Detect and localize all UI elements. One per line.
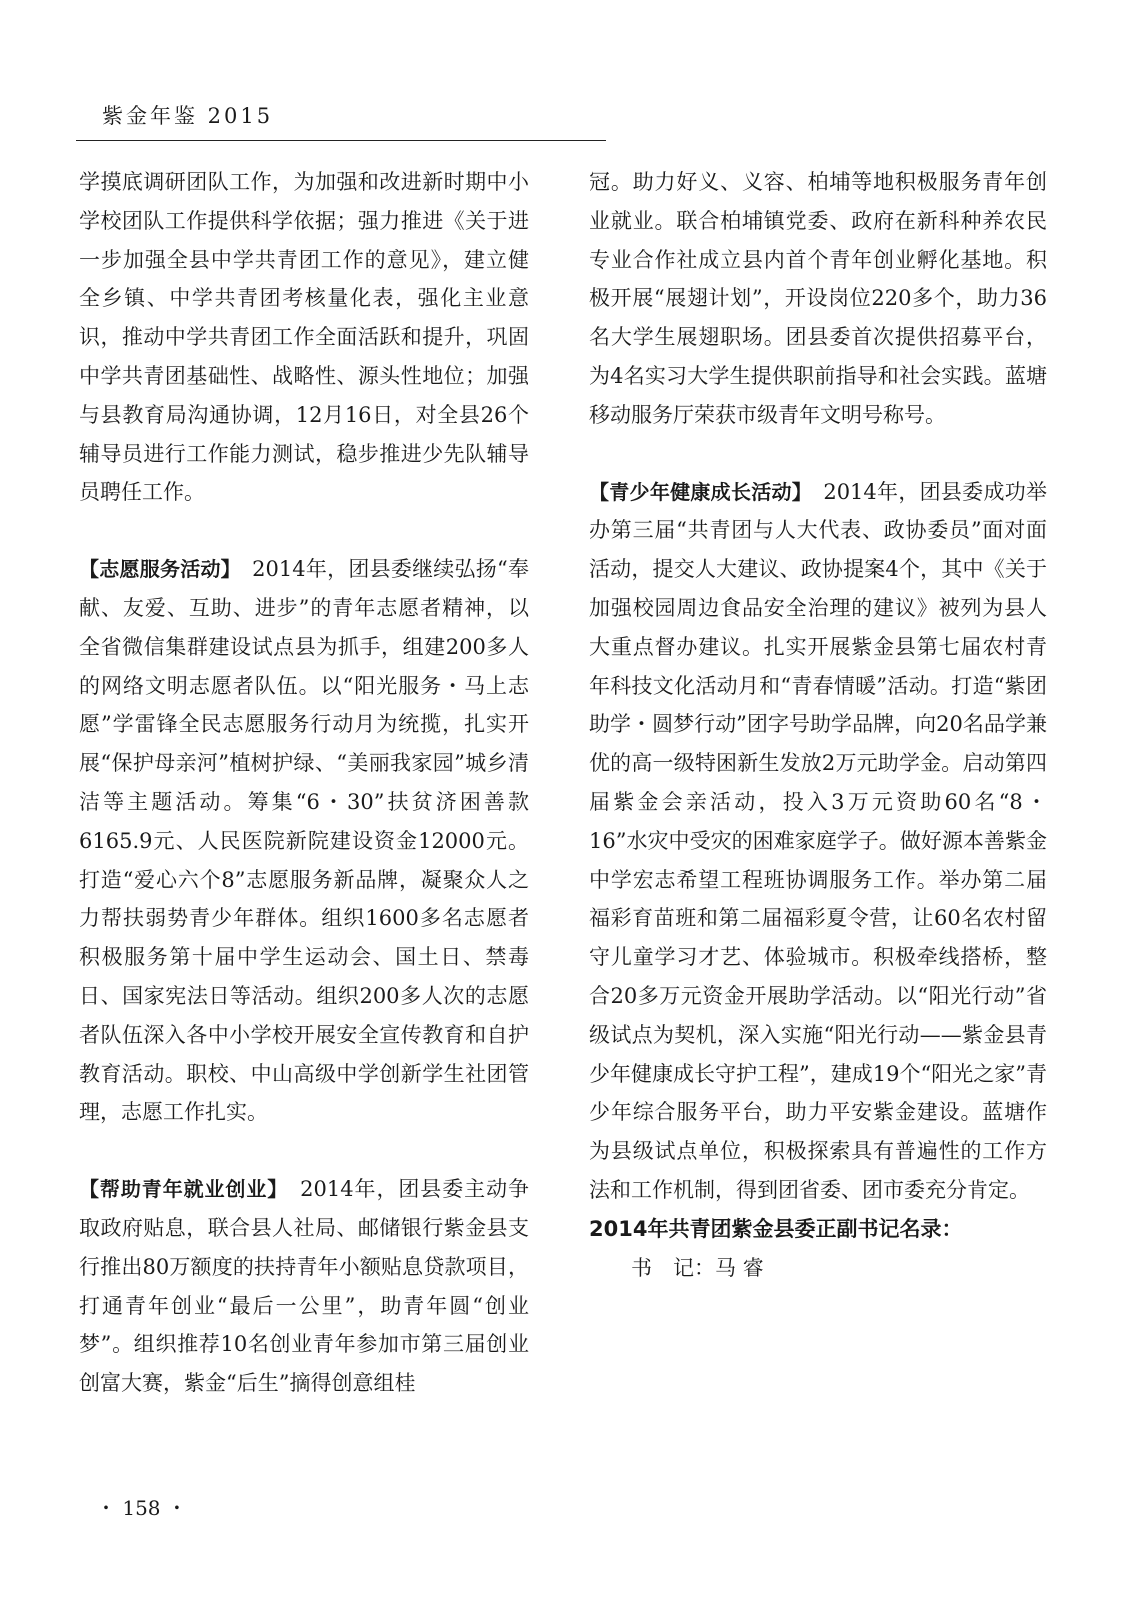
continued-paragraph-right: 冠。助力好义、义容、柏埔等地积极服务青年创业就业。联合柏埔镇党委、政府在新科种养农民专业合作社成立县内首个青年创业孵化基地。积极开展“展翅计划”，开设岗位220多个，助力36名大学生展翅职场。团县委首次提供招募平台，为4名实习大学生提供职前指导和社会实践。蓝塘移动服务厅荣获市级青年文明号称号。 — [589, 170, 1047, 427]
section-heading-employment: 【帮助青年就业创业】 — [79, 1177, 279, 1202]
roster-title: 2014年共青团紫金县委正副书记名录： — [589, 1216, 963, 1241]
health-body: 2014年，团县委成功举办第三届“共青团与人大代表、政协委员”面对面活动，提交人大建议、政协提案4个，其中《关于加强校园周边食品安全治理的建议》被列为县人大重点督办建议。扎实开展紫金县第七届农村青年科技文化活动月和“青春情暖”活动。打造“紫团助学・圆梦行动”团字号助学品牌，向20名品学兼优的高一级特困新生发放2万元助学金。启动第四届紫金会亲活动，投入3万元资助60名“8・16”水灾中受灾的困难家庭学子。做好源本善紫金中学宏志希望工程班协调服务工作。举办第二届福彩育苗班和第二届福彩夏令营，让60名农村留守儿童学习才艺、体验城市。积极牵线搭桥，整合20多万元资金开展助学活动。以“阳光行动”省级试点为契机，深入实施“阳光行动——紫金县青少年健康成长守护工程”，建成19个“阳光之家”青少年综合服务平台，助力平安紫金建设。蓝塘作为县级试点单位，积极探索具有普遍性的工作方法和工作机制，得到团省委、团市委充分肯定。 — [589, 479, 1048, 1202]
right-column — [589, 163, 1047, 1287]
health-section — [589, 473, 1047, 1210]
section-heading-volunteer: 【志愿服务活动】 — [79, 557, 231, 582]
continued-paragraph: 学摸底调研团队工作，为加强和改进新时期中小学校团队工作提供科学依据；强力推进《关于进一步加强全县中学共青团工作的意见》，建立健全乡镇、中学共青团考核量化表，强化主业意识，推动中学共青团工作全面活跃和提升，巩固中学共青团基础性、战略性、源头性地位；加强与县教育局沟通协调，12月16日，对全县26个辅导员进行工作能力测试，稳步推进少先队辅导员聘任工作。 — [79, 170, 529, 505]
left-column — [79, 163, 529, 1403]
section-heading-health: 【青少年健康成长活动】 — [589, 479, 803, 504]
volunteer-section — [79, 550, 529, 1132]
employment-body: 2014年，团县委主动争取政府贴息，联合县人社局、邮储银行紫金县支行推出80万额度的扶持青年小额贴息贷款项目，打通青年创业“最后一公里”，助青年圆“创业梦”。组织推荐10名创业青年参加市第三届创业创富大赛，紫金“后生”摘得创意组桂 — [79, 1177, 530, 1396]
volunteer-body: 2014年，团县委继续弘扬“奉献、友爱、互助、进步”的青年志愿者精神，以全省微信集群建设试点县为抓手，组建200多人的网络文明志愿者队伍。以“阳光服务・马上志愿”学雷锋全民志愿服务行动月为统揽，扎实开展“保护母亲河”植树护绿、“美丽我家园”城乡清洁等主题活动。筹集“6・30”扶贫济困善款6165.9元、人民医院新院建设资金12000元。打造“爱心六个8”志愿服务新品牌，凝聚众人之力帮扶弱势青少年群体。组织1600多名志愿者积极服务第十届中学生运动会、国土日、禁毒日、国家宪法日等活动。组织200多人次的志愿者队伍深入各中小学校开展安全宣传教育和自护教育活动。职校、中山高级中学创新学生社团管理，志愿工作扎实。 — [79, 557, 530, 1125]
roster-secretary: 书 记：马 睿 — [631, 1255, 764, 1280]
page-number: ・ 158 ・ — [96, 1496, 187, 1520]
employment-section — [79, 1170, 529, 1403]
header-rule — [76, 140, 606, 141]
running-title: 紫金年鉴 2015 — [102, 104, 274, 128]
